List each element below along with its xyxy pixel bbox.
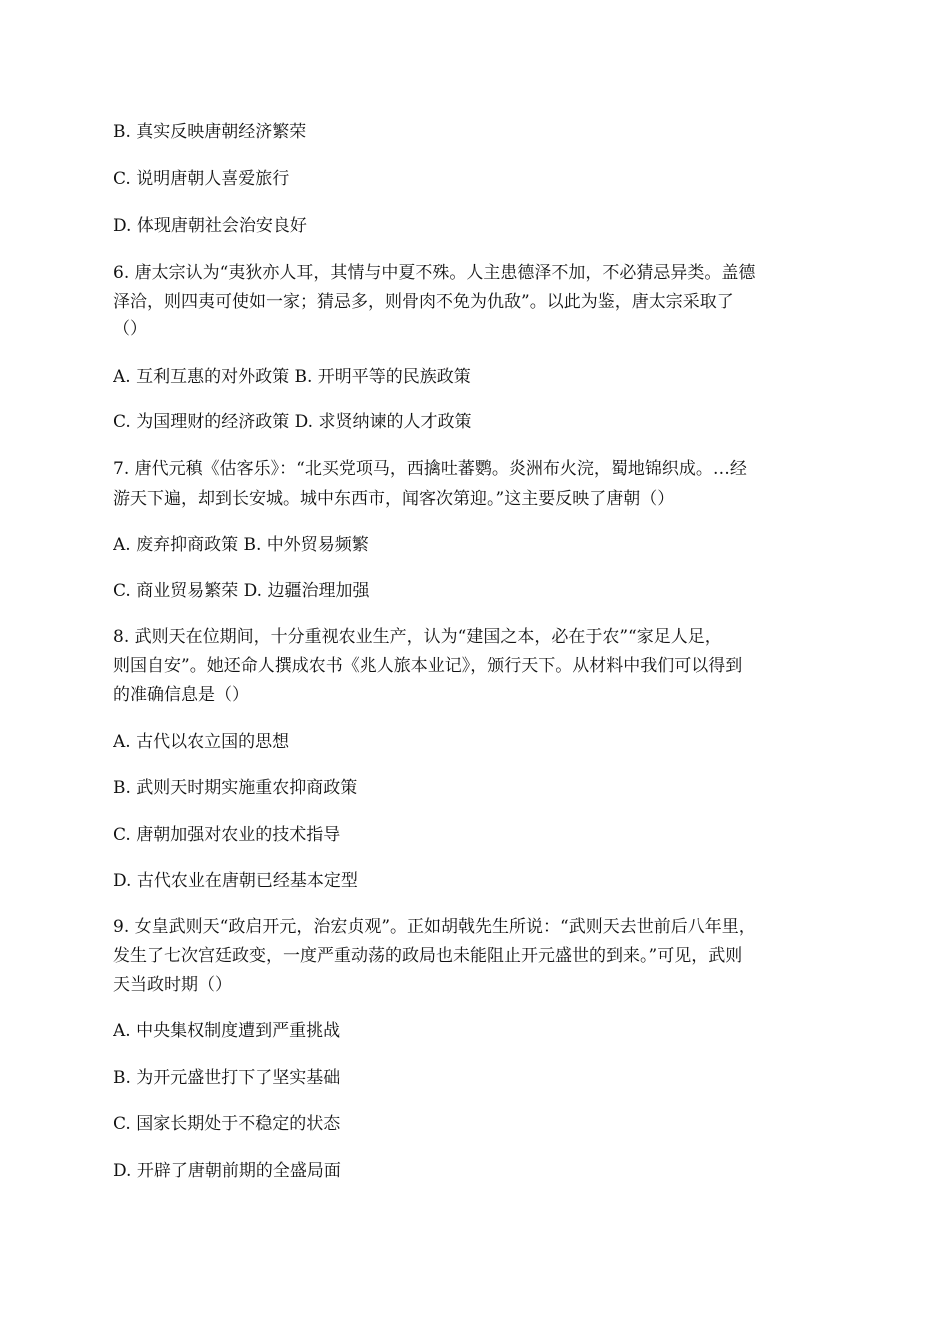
q8-option-d: D. 古代农业在唐朝已经基本定型 bbox=[113, 871, 358, 891]
q9-stem-line-1: 9. 女皇武则天“政启开元，治宏贞观”。正如胡戟先生所说：“武则天去世前后八年里， bbox=[113, 917, 756, 937]
q6-stem-line-3: （） bbox=[113, 319, 147, 339]
q9-option-a: A. 中央集权制度遭到严重挑战 bbox=[113, 1021, 341, 1041]
q8-stem-line-2: 则国自安”。她还命人撰成农书《兆人旅本业记》，颁行天下。从材料中我们可以得到 bbox=[113, 656, 743, 676]
q9-option-c: C. 国家长期处于不稳定的状态 bbox=[113, 1114, 341, 1134]
q9-stem-line-2: 发生了七次宫廷政变，一度严重动荡的政局也未能阻止开元盛世的到来。”可见，武则 bbox=[113, 946, 743, 966]
q5-option-c: C. 说明唐朝人喜爱旅行 bbox=[113, 169, 290, 189]
q8-option-c: C. 唐朝加强对农业的技术指导 bbox=[113, 825, 341, 845]
q7-stem-line-1: 7. 唐代元稹《估客乐》：“北买党项马，西擒吐蕃鹦。炎洲布火浣，蜀地锦织成。…经 bbox=[113, 459, 747, 479]
q7-options-cd: C. 商业贸易繁荣 D. 边疆治理加强 bbox=[113, 581, 370, 601]
q6-options-ab: A. 互利互惠的对外政策 B. 开明平等的民族政策 bbox=[113, 367, 471, 387]
q5-option-b: B. 真实反映唐朝经济繁荣 bbox=[113, 122, 307, 142]
q6-stem-line-1: 6. 唐太宗认为“夷狄亦人耳，其情与中夏不殊。人主患德泽不加，不必猜忌异类。盖德 bbox=[113, 263, 756, 283]
q8-stem-line-1: 8. 武则天在位期间，十分重视农业生产，认为“建国之本，必在于农”“家足人足， bbox=[113, 627, 722, 647]
q5-option-d: D. 体现唐朝社会治安良好 bbox=[113, 216, 307, 236]
q9-option-b: B. 为开元盛世打下了坚实基础 bbox=[113, 1068, 341, 1088]
q6-options-cd: C. 为国理财的经济政策 D. 求贤纳谏的人才政策 bbox=[113, 412, 472, 432]
q9-stem-line-3: 天当政时期（） bbox=[113, 975, 232, 995]
q7-options-ab: A. 废弃抑商政策 B. 中外贸易频繁 bbox=[113, 535, 369, 555]
q7-stem-line-2: 游天下遍，却到长安城。城中东西市，闻客次第迎。”这主要反映了唐朝（） bbox=[113, 489, 675, 509]
q8-option-b: B. 武则天时期实施重农抑商政策 bbox=[113, 778, 358, 798]
q8-stem-line-3: 的准确信息是（） bbox=[113, 685, 249, 705]
q6-stem-line-2: 泽洽，则四夷可使如一家；猜忌多，则骨肉不免为仇敌”。以此为鉴，唐太宗采取了 bbox=[113, 292, 734, 312]
q8-option-a: A. 古代以农立国的思想 bbox=[113, 732, 290, 752]
q9-option-d: D. 开辟了唐朝前期的全盛局面 bbox=[113, 1161, 341, 1181]
